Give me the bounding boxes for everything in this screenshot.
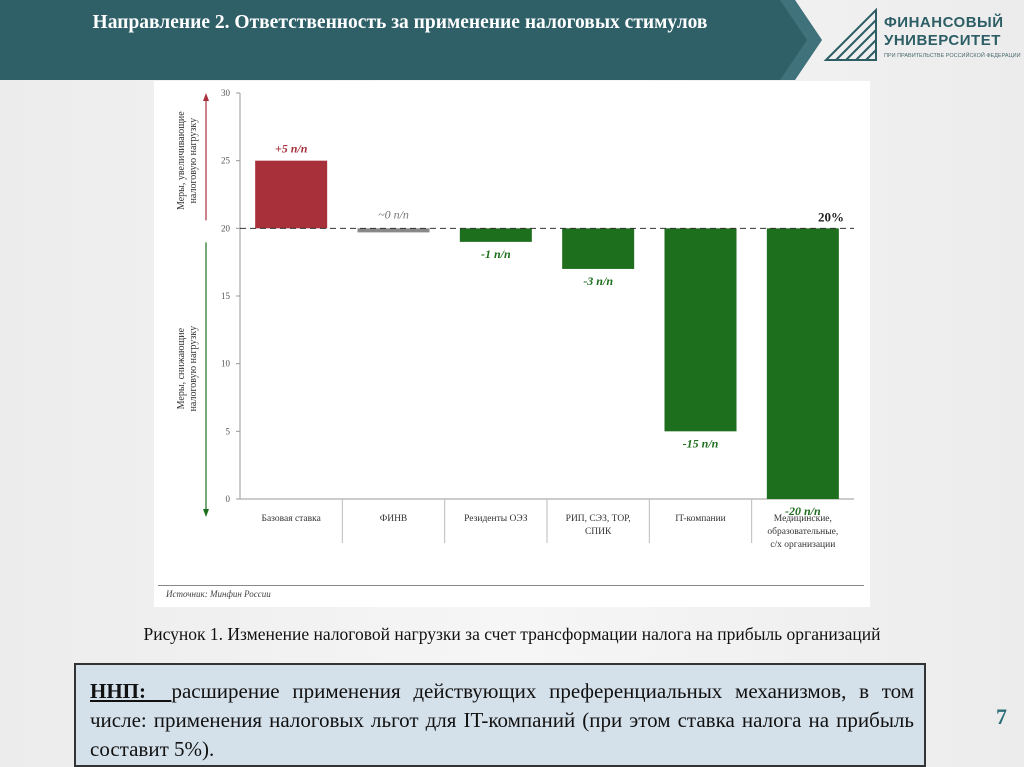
chart-source: Источник: Минфин России <box>166 589 271 599</box>
category-label: СПИК <box>584 527 612 537</box>
note-box <box>74 663 926 767</box>
header-banner <box>0 0 1024 80</box>
chart-panel <box>154 81 870 607</box>
baseline-label: 20% <box>818 209 844 225</box>
y-tick-label: 30 <box>221 88 230 98</box>
category-label: Медицинские, <box>773 514 832 524</box>
y-tick-label: 0 <box>225 494 230 504</box>
bar-5 <box>767 228 839 499</box>
bar-0 <box>255 161 327 229</box>
category-label: ФИНВ <box>379 514 408 524</box>
logo-text-line1: ФИНАНСОВЫЙ <box>884 14 1004 31</box>
category-label: Резиденты ОЭЗ <box>464 514 528 524</box>
university-logo <box>822 2 1022 72</box>
category-label: Базовая ставка <box>261 514 321 524</box>
source-divider <box>158 585 864 586</box>
bar-value-label: -1 п/п <box>480 246 511 261</box>
bar-value-label: ~0 п/п <box>378 207 409 222</box>
category-label: с/х организации <box>770 540 836 550</box>
y-tick-label: 25 <box>221 155 230 166</box>
page-number: 7 <box>996 704 1007 729</box>
y-tick-label: 5 <box>225 426 230 437</box>
bar-value-label: +5 п/п <box>274 141 308 156</box>
up-arrow-icon <box>203 93 209 101</box>
bar-4 <box>665 228 737 431</box>
y-label-decrease: налоговую нагрузку <box>188 325 199 412</box>
finance-university-emblem-icon <box>822 6 880 64</box>
tax-burden-bar-chart <box>154 81 870 581</box>
bar-2 <box>460 228 532 242</box>
logo-text-line3: ПРИ ПРАВИТЕЛЬСТВЕ РОССИЙСКОЙ ФЕДЕРАЦИИ <box>884 53 1021 59</box>
note-lead: ННП: <box>90 679 172 703</box>
y-label-increase: Меры, увеличивающие <box>176 111 187 211</box>
down-arrow-icon <box>203 509 209 517</box>
note-text: расширение применения действующих преференциальных механизмов, в том числе: применения налоговых льгот для IT-компаний (при этом ставка налога на прибыль составит 5%). <box>90 679 914 761</box>
bar-value-label: -20 п/п <box>784 504 821 518</box>
y-label-decrease: Меры, снижающие <box>176 327 187 410</box>
logo-text-line2: УНИВЕРСИТЕТ <box>884 32 1001 49</box>
bar-1 <box>358 228 430 232</box>
y-tick-label: 20 <box>221 223 230 234</box>
page-title: Направление 2. Ответственность за применение налоговых стимулов <box>92 12 708 33</box>
bar-3 <box>562 228 634 269</box>
y-tick-label: 10 <box>221 358 230 369</box>
y-label-increase: налоговую нагрузку <box>188 117 199 204</box>
category-label: IT-компании <box>675 514 726 524</box>
bar-value-label: -3 п/п <box>583 273 614 288</box>
figure-caption: Рисунок 1. Изменение налоговой нагрузки за счет трансформации налога на прибыль организаций <box>143 624 881 644</box>
y-tick-label: 15 <box>221 291 230 301</box>
bar-value-label: -15 п/п <box>682 436 719 451</box>
category-label: РИП, СЭЗ, ТОР, <box>565 514 631 524</box>
category-label: образовательные, <box>767 527 839 537</box>
